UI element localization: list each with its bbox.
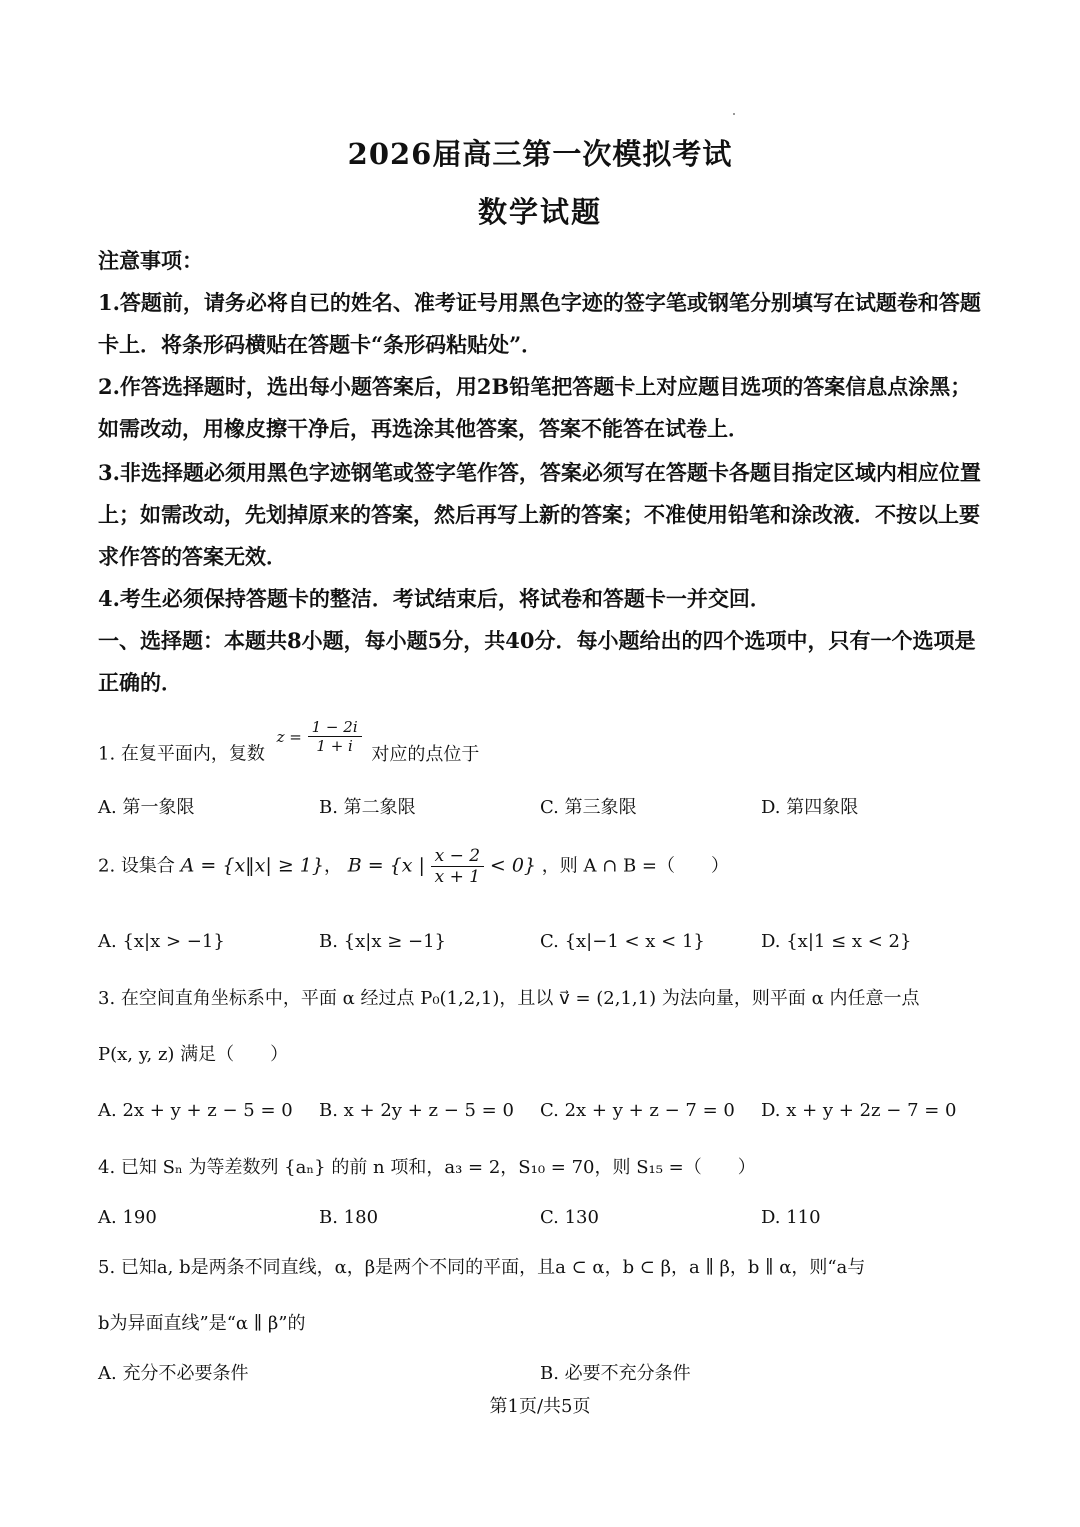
question-4-option-d: D. 110 [761,1207,821,1228]
question-2-option-a: A. {x|x > −1} [98,931,225,952]
question-2-fraction-num: x − 2 [431,846,484,867]
question-5-stem-line1: 5. 已知a, b是两条不同直线，α，β是两个不同的平面，且a ⊂ α，b ⊂ β，a ∥ β，b ∥ α，则“a与 [98,1257,866,1278]
question-2-option-d: D. {x|1 ≤ x < 2} [761,931,912,952]
page-footer: 第1页/共5页 [489,1396,591,1417]
notice-heading: 注意事项： [98,248,203,273]
question-2-option-c: C. {x|−1 < x < 1} [540,931,705,952]
question-5-option-b: B. 必要不充分条件 [540,1363,691,1384]
question-4-option-a: A. 190 [98,1207,157,1228]
question-3-option-c: C. 2x + y + z − 7 = 0 [540,1100,735,1121]
question-1-option-c: C. 第三象限 [540,797,637,818]
question-2-set-b-prefix: B = {x | [347,854,425,877]
question-2-option-b: B. {x|x ≥ −1} [319,931,447,952]
question-1-option-d: D. 第四象限 [761,797,859,818]
question-3-stem-line2: P(x, y, z) 满足（ ） [98,1044,289,1065]
question-1-fraction-num: 1 − 2i [308,718,362,737]
question-4-stem: 4. 已知 Sₙ 为等差数列 {aₙ} 的前 n 项和，a₃ = 2，S₁₀ = 70，则 S₁₅ =（ ） [98,1157,756,1178]
exam-title: 2026届高三第一次模拟考试 [347,137,733,171]
question-2-set-b-suffix: < 0} [489,854,536,877]
question-1-formula-lhs: z = [276,727,302,746]
question-2-stem: 2. 设集合 A = {x‖x| ≥ 1}， B = {x | $\frac{x - 2}{x + 1}$ < 0} ，则 A ∩ B =（ ） [98,846,730,887]
question-4-option-c: C. 130 [540,1207,599,1228]
question-4-option-b: B. 180 [319,1207,379,1228]
notice-item-1: 1.答题前，请务必将自已的姓名、准考证号用黑色字迹的签字笔或钢笔分别填写在试题卷和答题卡上．将条形码横贴在答题卡“条形码粘贴处”． [98,290,981,357]
exam-subtitle: 数学试题 [477,195,602,229]
question-5-option-a: A. 充分不必要条件 [98,1363,249,1384]
scan-speck [733,113,735,115]
question-2-prefix: 2. 设集合 [98,855,175,877]
notice-item-2: 2.作答选择题时，选出每小题答案后，用2B铅笔把答题卡上对应题目选项的答案信息点涂黑；如需改动，用橡皮擦干净后，再选涂其他答案，答案不能答在试卷上． [98,374,972,441]
question-5-stem-line2: b为异面直线”是“α ∥ β”的 [98,1313,306,1334]
question-1-stem [98,718,479,769]
question-3-option-a: A. 2x + y + z − 5 = 0 [98,1100,293,1121]
question-2-fraction-den: x + 1 [434,867,481,887]
question-2-set-a: A = {x‖x| ≥ 1} [180,854,324,877]
question-1-option-b: B. 第二象限 [319,797,416,818]
question-1-prefix: 1. 在复平面内，复数 [98,743,265,765]
question-1-fraction [308,718,362,755]
section-heading: 一、选择题：本题共8小题，每小题5分，共40分．每小题给出的四个选项中，只有一个选项是正确的． [98,628,976,695]
question-3-option-b: B. x + 2y + z − 5 = 0 [319,1100,514,1121]
question-1-suffix: 对应的点位于 [371,743,480,765]
question-2-suffix: ，则 A ∩ B =（ ） [541,855,730,877]
notice-item-4: 4.考生必须保持答题卡的整洁．考试结束后，将试卷和答题卡一并交回． [98,586,771,611]
question-1-fraction-den: 1 + i [316,737,353,755]
notice-item-3: 3.非选择题必须用黑色字迹钢笔或签字笔作答，答案必须写在答题卡各题目指定区域内相应位置上；如需改动，先划掉原来的答案，然后再写上新的答案；不准使用铅笔和涂改液．不按以上要求作答的答案无效． [98,460,981,569]
question-1-option-a: A. 第一象限 [98,797,195,818]
question-2-fraction [431,846,484,887]
question-3-stem-line1: 3. 在空间直角坐标系中，平面 α 经过点 P₀(1,2,1)，且以 v⃗ = (2,1,1) 为法向量，则平面 α 内任意一点 [98,988,920,1009]
question-3-option-d: D. x + y + 2z − 7 = 0 [761,1100,957,1121]
